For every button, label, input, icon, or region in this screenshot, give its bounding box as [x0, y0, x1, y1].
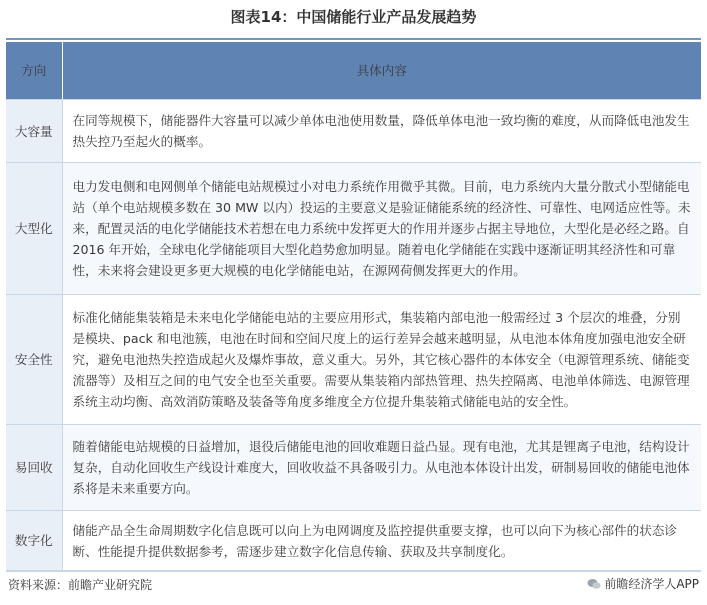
publisher-name: 前瞻经济学人APP	[604, 577, 699, 591]
row-label: 大容量	[6, 100, 62, 163]
table-row	[6, 425, 701, 511]
row-content: 电力发电侧和电网侧单个储能电站规模过小对电力系统作用微乎其微。目前，电力系统内大量分散式小型储能电站（单个电站规模多数在 30 MW 以内）投运的主要意义是验证储能系统的经济性、可靠性、电网适应性等。未来，配置灵活的电化学储能技术若想在电力系统中发挥更大的作用并逐步占据主导地位，大型化是必经之路。自 2016 年开始，全球电化学储能项目大型化趋势愈加明显。随着电化学储能在实践中逐渐证明其经济性和可靠性，未来将会建设更多更大规模的电化学储能电站，在源网荷侧发挥更大的作用。	[62, 163, 701, 295]
title-divider	[6, 38, 701, 40]
row-label: 大型化	[6, 163, 62, 295]
row-label: 数字化	[6, 511, 62, 571]
row-content: 储能产品全生命周期数字化信息既可以向上为电网调度及监控提供重要支撑，也可以向下为核心部件的状态诊断、性能提升提供数据参考，需逐步建立数字化信息传输、获取及共享制度化。	[62, 511, 701, 571]
table-row	[6, 295, 701, 425]
row-content: 在同等规模下，储能器件大容量可以减少单体电池使用数量，降低单体电池一致均衡的难度，从而降低电池发生热失控乃至起火的概率。	[62, 100, 701, 163]
footer-divider	[6, 571, 701, 572]
header-direction: 方向	[6, 42, 62, 100]
table-row	[6, 511, 701, 571]
row-label: 易回收	[6, 425, 62, 511]
trend-table	[6, 42, 701, 571]
table-row	[6, 163, 701, 295]
table-row	[6, 100, 701, 163]
wechat-icon	[587, 578, 601, 590]
row-content: 标准化储能集装箱是未来电化学储能电站的主要应用形式，集装箱内部电池一般需经过 3 个层次的堆叠，分别是模块、pack 和电池簇，电池在时间和空间尺度上的运行差异会越来越明显，从电池本体角度加强电池安全研究，避免电池热失控造成起火及爆炸事故，意义重大。另外，其它核心器件的本体安全（电源管理系统、储能变流器等）及相互之间的电气安全也至关重要。需要从集装箱内部热管理、热失控隔离、电池单体筛选、电源管理系统主动均衡、高效消防策略及装备等角度多维度全方位提升集装箱式储能电站的安全性。	[62, 295, 701, 425]
row-content: 随着储能电站规模的日益增加，退役后储能电池的回收难题日益凸显。现有电池，尤其是锂离子电池，结构设计复杂，自动化回收生产线设计难度大，回收收益不具备吸引力。从电池本体设计出发，研制易回收的储能电池体系将是未来重要方向。	[62, 425, 701, 511]
row-label: 安全性	[6, 295, 62, 425]
table-header-row	[6, 42, 701, 100]
publisher-credit	[587, 575, 699, 592]
header-content: 具体内容	[62, 42, 701, 100]
chart-title: 图表14：中国储能行业产品发展趋势	[230, 8, 477, 26]
source-note: 资料来源：前瞻产业研究院	[8, 578, 153, 592]
